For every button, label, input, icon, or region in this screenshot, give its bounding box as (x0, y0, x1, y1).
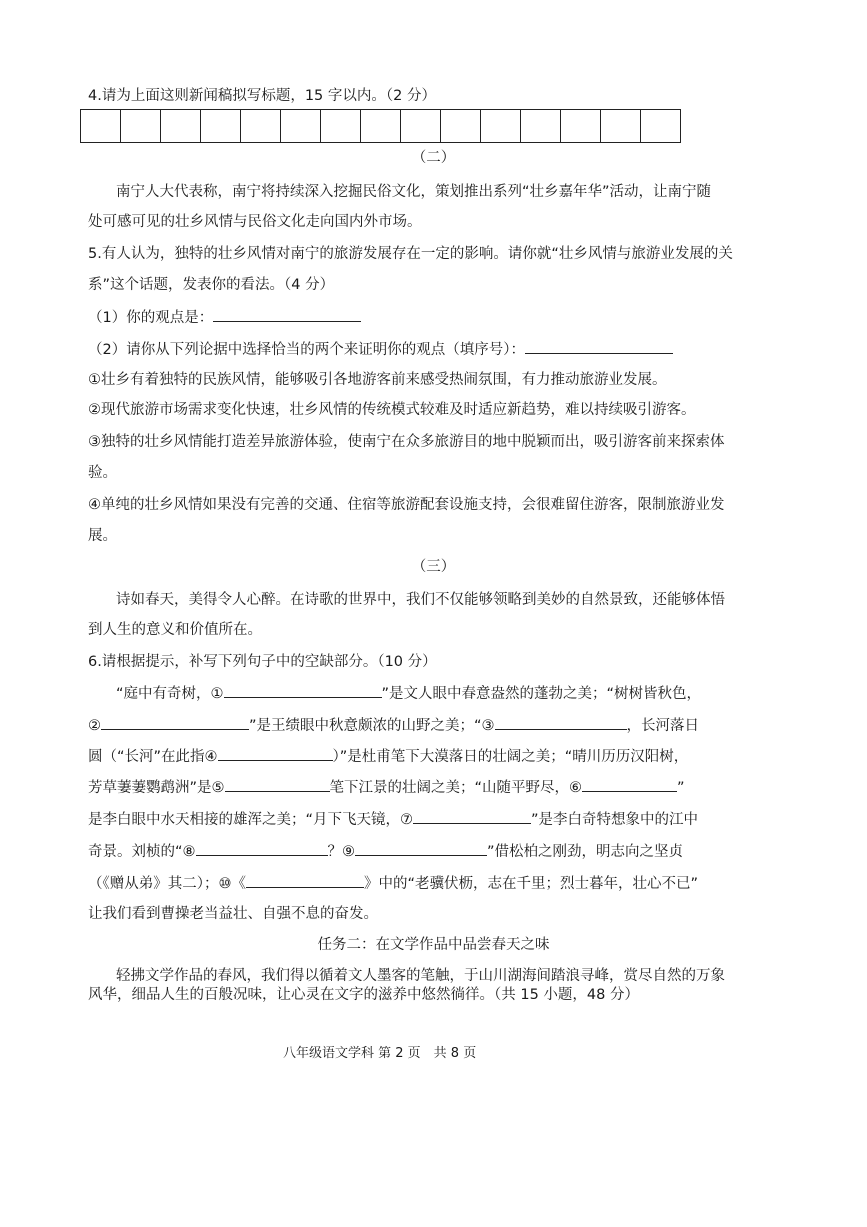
section-heading-3: （三） (411, 559, 456, 575)
section3-paragraph-line2: 到人生的意义和价值所在。 (88, 622, 262, 638)
q5-option-3-line2: 验。 (88, 465, 117, 481)
q5-sub2 (88, 339, 673, 360)
q6-text: ”是文人眼中春意盎然的蓬勃之美；“树树皆秋色， (381, 686, 702, 702)
q6-row-1 (116, 683, 701, 704)
q6-blank-2[interactable] (101, 715, 249, 730)
q6-blank-9[interactable] (355, 841, 487, 856)
task2-paragraph-line1: 轻拂文学作品的春风，我们得以循着文人墨客的笔触，于山川湖海间踏浪寻峰，赏尽自然的万象 (116, 968, 725, 984)
q6-text: ”是李白奇特想象中的江中 (531, 812, 699, 828)
q5-option-4-line1: ④单纯的壮乡风情如果没有完善的交通、住宿等旅游配套设施支持，会很难留住游客，限制旅游业发 (88, 497, 725, 513)
q6-text: ② (88, 718, 101, 734)
q6-row-8: 让我们看到曹操老当益壮、自强不息的奋发。 (88, 906, 378, 922)
q5-sub2-label: （2）请你从下列论据中选择恰当的两个来证明你的观点（填序号）： (88, 342, 525, 358)
q6-text: ？⑨ (327, 844, 356, 860)
q6-text: 笔下江景的壮阔之美；“山随平野尽，⑥ (329, 780, 583, 796)
q6-blank-4[interactable] (218, 746, 333, 761)
q5-viewpoint-blank[interactable] (213, 307, 361, 322)
q6-text: “庭中有奇树，① (116, 686, 224, 702)
q6-text: 》中的“老骥伏枥，志在千里；烈士暮年，壮心不已” (364, 876, 699, 892)
answer-grid-cell[interactable] (321, 110, 361, 142)
q6-blank-6[interactable] (582, 777, 677, 792)
q6-text: （《赠从弟》其二）；⑩《 (88, 876, 246, 892)
task2-paragraph-line2: 风华，细品人生的百般况味，让心灵在文字的滋养中悠然徜徉。（共 15 小题，48 分） (88, 987, 639, 1003)
answer-grid-cell[interactable] (201, 110, 241, 142)
answer-grid-cell[interactable] (241, 110, 281, 142)
q6-row-3 (88, 746, 688, 767)
section2-paragraph-line1: 南宁人大代表称，南宁将持续深入挖掘民俗文化，策划推出系列“壮乡嘉年华”活动，让南宁随 (116, 184, 712, 200)
section2-paragraph-line2: 处可感可见的壮乡风情与民俗文化走向国内外市场。 (88, 214, 422, 230)
q6-text: ”借松柏之刚劲，明志向之坚贞 (487, 844, 684, 860)
q6-row-5 (88, 809, 698, 830)
answer-grid-cell[interactable] (521, 110, 561, 142)
page-footer: 八年级语文学科 第 2 页 共 8 页 (283, 1046, 477, 1061)
answer-grid-cell[interactable] (561, 110, 601, 142)
q6-text: 是李白眼中水天相接的雄浑之美；“月下飞天镜，⑦ (88, 812, 414, 828)
answer-grid-cell[interactable] (601, 110, 641, 142)
q5-evidence-blank[interactable] (525, 339, 673, 354)
answer-grid-cell[interactable] (161, 110, 201, 142)
q6-text: ” (677, 780, 685, 796)
q6-blank-8[interactable] (196, 841, 328, 856)
q6-blank-5[interactable] (225, 777, 330, 792)
answer-grid[interactable] (80, 109, 681, 143)
q6-row-6 (88, 841, 683, 862)
q6-text: 圆（“长河”在此指④ (88, 749, 218, 765)
answer-grid-cell[interactable] (81, 110, 121, 142)
task2-heading: 任务二：在文学作品中品尝春天之味 (317, 937, 550, 953)
section3-paragraph-line1: 诗如春天，美得令人心醉。在诗歌的世界中，我们不仅能够领略到美妙的自然景致，还能够体悟 (116, 592, 725, 608)
q6-blank-1[interactable] (224, 683, 382, 698)
q5-option-4-line2: 展。 (88, 528, 117, 544)
answer-grid-cell[interactable] (361, 110, 401, 142)
q6-row-4 (88, 777, 685, 798)
answer-grid-cell[interactable] (441, 110, 481, 142)
q5-prompt-line1: 5.有人认为，独特的壮乡风情对南宁的旅游发展存在一定的影响。请你就“壮乡风情与旅游业发展的关 (88, 246, 733, 262)
q6-text: ”是王绩眼中秋意颇浓的山野之美；“③ (249, 718, 495, 734)
q6-blank-7[interactable] (413, 809, 531, 824)
answer-grid-cell[interactable] (401, 110, 441, 142)
q5-option-2: ②现代旅游市场需求变化快速，壮乡风情的传统模式较难及时适应新趋势，难以持续吸引游客。 (88, 402, 696, 418)
q6-text: ，长河落日 (626, 718, 700, 734)
q6-text: 芳草萋萋鹦鹉洲”是⑤ (88, 780, 225, 796)
q6-row-7 (88, 873, 698, 894)
answer-grid-cell[interactable] (121, 110, 161, 142)
q4-prompt: 4.请为上面这则新闻稿拟写标题，15 字以内。（2 分） (88, 88, 436, 104)
q6-blank-10[interactable] (246, 873, 364, 888)
q6-prompt: 6.请根据提示，补写下列句子中的空缺部分。（10 分） (88, 654, 437, 670)
section-heading-2: （二） (411, 150, 456, 166)
answer-grid-cell[interactable] (641, 110, 681, 142)
q5-prompt-line2: 系”这个话题，发表你的看法。（4 分） (88, 277, 335, 293)
q6-row-2 (88, 715, 699, 736)
answer-grid-cell[interactable] (481, 110, 521, 142)
answer-grid-cell[interactable] (281, 110, 321, 142)
q5-sub1 (88, 307, 361, 328)
q6-blank-3[interactable] (495, 715, 627, 730)
q6-text: ）”是杜甫笔下大漠落日的壮阔之美；“晴川历历汉阳树， (332, 749, 689, 765)
q6-text: 奇景。刘桢的“⑧ (88, 844, 196, 860)
q5-sub1-label: （1）你的观点是： (88, 310, 214, 326)
q5-option-3-line1: ③独特的壮乡风情能打造差异旅游体验，使南宁在众多旅游目的地中脱颖而出，吸引游客前来探索体 (88, 434, 725, 450)
q5-option-1: ①壮乡有着独特的民族风情，能够吸引各地游客前来感受热闹氛围，有力推动旅游业发展。 (88, 372, 667, 388)
